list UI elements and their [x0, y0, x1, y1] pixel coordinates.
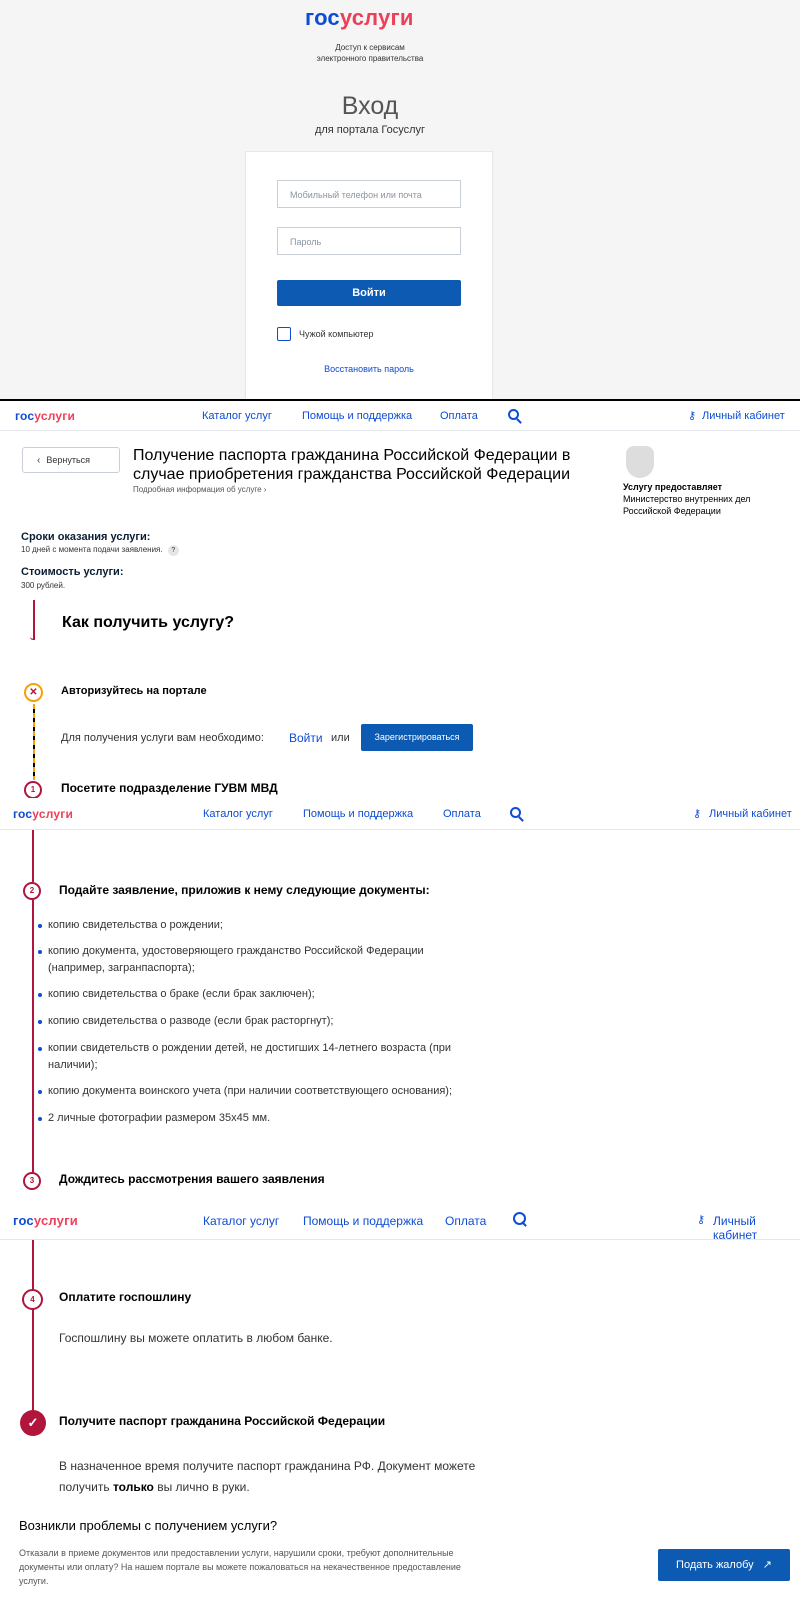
complaint-title: Возникли проблемы с получением услуги? [19, 1518, 278, 1533]
search-icon[interactable] [510, 807, 521, 818]
top-navigation [0, 401, 800, 431]
step-3-badge: 3 [23, 1172, 41, 1190]
register-button[interactable]: Зарегистрироваться [361, 724, 473, 751]
step-4-title: Оплатите госпошлину [59, 1290, 192, 1304]
nav-help-link[interactable]: Помощь и поддержка [302, 410, 413, 422]
document-item: копию документа, удостоверяющего гражданство Российской Федерации (например, загранпаспорта); [48, 943, 508, 977]
step-2-badge: 2 [23, 882, 41, 900]
top-navigation-sticky [0, 798, 800, 830]
auth-or-text: или [331, 732, 350, 744]
nav-catalog-link[interactable]: Каталог услуг [202, 410, 272, 422]
cost-value: 300 рублей. [21, 581, 66, 590]
gosuslugi-logo[interactable]: госуслуги [305, 5, 414, 30]
nav-payment-link[interactable]: Оплата [443, 808, 481, 820]
service-details-link[interactable]: Подробная информация об услуге › [133, 485, 267, 494]
external-link-icon: ↗ [762, 1559, 772, 1571]
dashed-line [33, 704, 35, 780]
step-4-badge: 4 [22, 1289, 43, 1310]
restore-password-link[interactable]: Восстановить пароль [324, 364, 414, 374]
service-title: Получение паспорта гражданина Российской Федерации в случае приобретения гражданства Российской Федерации [133, 447, 571, 483]
document-item: копию свидетельства о браке (если брак заключен); [48, 986, 508, 1003]
login-button[interactable]: Войти [277, 280, 461, 306]
warning-x-icon: ✕ [24, 683, 43, 702]
document-item: копии свидетельств о рождении детей, не достигших 14-летнего возраста (при наличии); [48, 1040, 508, 1074]
step-2-title: Подайте заявление, приложив к нему следующие документы: [59, 883, 430, 897]
gosuslugi-logo[interactable]: госуслуги [13, 807, 74, 821]
login-subtitle: для портала Госуслуг [314, 124, 426, 136]
step-5-title: Получите паспорт гражданина Российской Федерации [59, 1414, 386, 1428]
nav-help-link[interactable]: Помощь и поддержка [303, 1214, 424, 1228]
steps-line [32, 1240, 34, 1425]
step-3-title: Дождитесь рассмотрения вашего заявления [59, 1172, 325, 1186]
submit-complaint-button[interactable]: Подать жалобу ↗ [658, 1549, 790, 1581]
password-input[interactable]: Пароль [277, 227, 461, 255]
nav-catalog-link[interactable]: Каталог услуг [203, 808, 273, 820]
step-4-text: Госпошлину вы можете оплатить в любом банке. [59, 1331, 333, 1345]
coat-of-arms-icon [626, 446, 654, 478]
auth-step-text: Для получения услуги вам необходимо: [61, 732, 264, 744]
key-icon: ⚷ [697, 1214, 706, 1226]
auth-step-title: Авторизуйтесь на портале [61, 685, 207, 697]
terms-value: 10 дней с момента подачи заявления. ? [21, 545, 179, 556]
key-icon: ⚷ [688, 410, 697, 422]
nav-payment-link[interactable]: Оплата [445, 1214, 487, 1228]
step-5-text: В назначенное время получите паспорт гражданина РФ. Документ можете получить только вы лично в руки. [59, 1459, 476, 1494]
gosuslugi-logo[interactable]: госуслуги [15, 409, 76, 423]
nav-payment-link[interactable]: Оплата [440, 410, 478, 422]
document-item: 2 личные фотографии размером 35x45 мм. [48, 1110, 508, 1127]
document-item: копию документа воинского учета (при наличии соответствующего основания); [48, 1083, 508, 1100]
step-1-title: Посетите подразделение ГУВМ МВД [61, 781, 278, 795]
back-button[interactable]: ‹ Вернуться [22, 447, 120, 473]
step-1-badge: 1 [24, 781, 42, 799]
key-icon: ⚷ [693, 808, 702, 820]
how-to-get-title: Как получить услугу? [62, 614, 235, 631]
nav-help-link[interactable]: Помощь и поддержка [303, 808, 414, 820]
search-icon[interactable] [513, 1212, 526, 1225]
login-title: Вход [341, 92, 399, 120]
steps-line [32, 900, 34, 1174]
nav-cabinet-link[interactable]: Личный кабинет [713, 1214, 758, 1242]
help-icon[interactable]: ? [168, 545, 179, 556]
document-item: копию свидетельства о рождении; [48, 917, 508, 934]
foreign-computer-label: Чужой компьютер [299, 329, 374, 339]
gosuslugi-logo[interactable]: госуслуги [13, 1213, 78, 1228]
auth-login-link[interactable]: Войти [289, 731, 323, 745]
top-navigation-sticky [0, 1200, 800, 1240]
terms-label: Сроки оказания услуги: [21, 531, 151, 543]
cost-label: Стоимость услуги: [21, 566, 124, 578]
arrow-down-icon: ⌄ [28, 632, 37, 643]
steps-line [32, 830, 34, 882]
document-item: копию свидетельства о разводе (если брак расторгнут); [48, 1013, 508, 1030]
foreign-computer-checkbox[interactable] [277, 327, 291, 341]
nav-cabinet-link[interactable]: Личный кабинет [709, 808, 792, 820]
nav-catalog-link[interactable]: Каталог услуг [203, 1214, 280, 1228]
tagline: Доступ к сервисам электронного правительства [316, 43, 424, 63]
phone-email-input[interactable]: Мобильный телефон или почта [277, 180, 461, 208]
check-icon: ✓ [20, 1410, 46, 1436]
nav-cabinet-link[interactable]: Личный кабинет [702, 410, 785, 422]
complaint-text: Отказали в приеме документов или предоставлении услуги, нарушили сроки, требуют дополнительные документы или оплату? На нашем портале вы можете пожаловаться на некачественное предоставление услуги. [19, 1548, 461, 1586]
chevron-left-icon: ‹ [37, 455, 41, 466]
login-page [0, 0, 800, 400]
provider-info: Услугу предоставляет Министерство внутренних дел Российской Федерации [623, 482, 751, 516]
search-icon[interactable] [508, 409, 519, 420]
